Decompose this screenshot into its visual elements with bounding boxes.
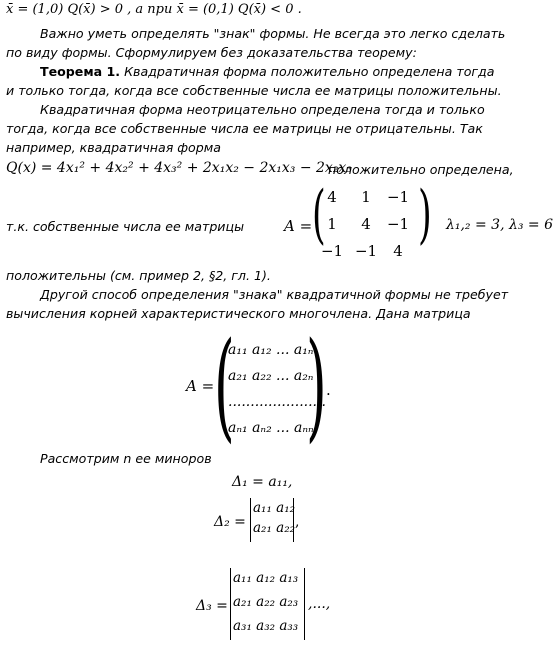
matrix3-right-paren: ) [418, 178, 432, 252]
d2-row: a₁₁ a₁₂ [253, 500, 296, 516]
det2-comma: , [295, 514, 300, 530]
matrix3-cell: −1 [320, 242, 344, 260]
matrix3-cell: −1 [386, 188, 410, 206]
line-9-text: положительно определена, [328, 162, 514, 177]
matrix3-cell: 1 [327, 215, 337, 233]
delta-3-label: Δ₃ = [196, 598, 228, 614]
matrixA-left-paren: ( [214, 316, 235, 454]
matrix3-cell: −1 [386, 215, 410, 233]
mA-row: a₂₁ a₂₂ ... a₂ₙ [228, 368, 314, 384]
eigenvalues: λ₁,₂ = 3, λ₃ = 6 [446, 217, 553, 233]
d2-row: a₂₁ a₂₂ [253, 520, 296, 536]
line-6: Квадратичная форма неотрицательно определена тогда и только [40, 102, 485, 117]
delta-2-label: Δ₂ = [214, 514, 246, 530]
line-5: и только тогда, когда все собственные числа ее матрицы положительны. [6, 83, 502, 98]
det3-left-bar [230, 568, 231, 640]
matrixA-period: . [326, 381, 331, 399]
matrix3-cell: 4 [393, 242, 403, 260]
matrix-A-general-label: A = [186, 377, 215, 395]
mA-row: a₁₁ a₁₂ ... a₁ₙ [228, 342, 314, 358]
matrix3-cell: −1 [354, 242, 378, 260]
line-8: например, квадратичная форма [6, 140, 221, 155]
matrix-A-label: A = [284, 217, 313, 235]
matrix3-cell: 4 [361, 215, 371, 233]
det2-left-bar [250, 498, 251, 542]
matrix3-left-paren: ( [312, 178, 326, 252]
theorem-text: Квадратичная форма положительно определена тогда [120, 64, 495, 79]
d3-row: a₃₁ a₃₂ a₃₃ [233, 618, 299, 634]
line-2: Важно уметь определять "знак" формы. Не всегда это легко сделать [40, 26, 506, 41]
quadratic-form-formula: Q(x) = 4x₁² + 4x₂² + 4x₃² + 2x₁x₂ − 2x₁x₃ − 2x₂x₃ [6, 160, 352, 176]
mA-row: aₙ₁ aₙ₂ ... aₙₙ [228, 420, 314, 436]
d3-row: a₂₁ a₂₂ a₂₃ [233, 594, 299, 610]
delta-1: Δ₁ = a₁₁, [232, 474, 293, 490]
line-12: Другой способ определения "знака" квадратичной формы не требует [40, 287, 509, 302]
line-11: положительны (см. пример 2, §2, гл. 1). [6, 268, 271, 283]
det3-right-bar [304, 568, 305, 640]
det3-ellipsis: ,..., [308, 596, 331, 612]
line-10-text: т.к. собственные числа ее матрицы [6, 219, 245, 234]
mA-row: ...................... [228, 394, 326, 410]
matrix3-cell: 4 [327, 188, 337, 206]
theorem-line [40, 64, 494, 79]
matrix3-cell: 1 [361, 188, 371, 206]
line-7: тогда, когда все собственные числа ее матрицы не отрицательны. Так [6, 121, 483, 136]
line-15: Рассмотрим n ее миноров [40, 451, 212, 466]
line-1: x̄ = (1,0) Q(x̄) > 0 , а при x̄ = (0,1) Q(x̄) < 0 . [6, 2, 302, 17]
theorem-label: Теорема 1. [40, 64, 121, 79]
line-3: по виду формы. Сформулируем без доказательства теорему: [6, 45, 417, 60]
d3-row: a₁₁ a₁₂ a₁₃ [233, 570, 299, 586]
matrixA-right-paren: ) [306, 316, 327, 454]
line-13: вычисления корней характеристического многочлена. Дана матрица [6, 306, 471, 321]
